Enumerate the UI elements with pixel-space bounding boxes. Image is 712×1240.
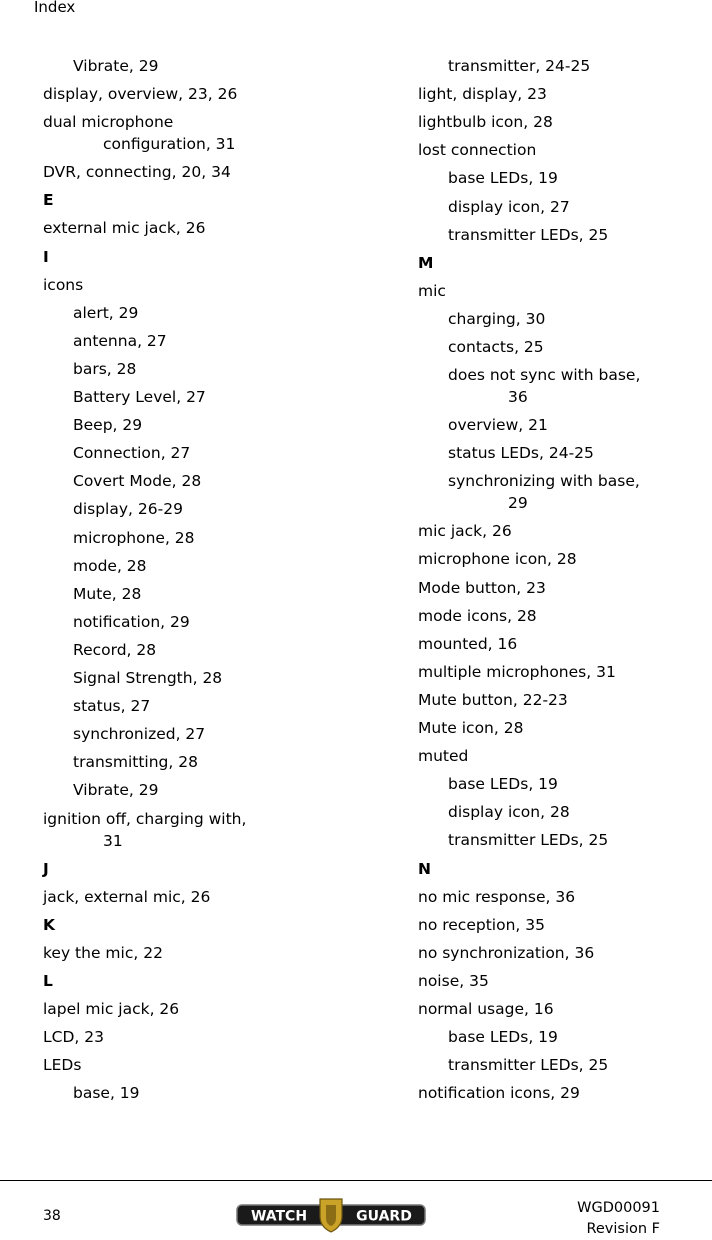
index-entry-text: key the mic, 22 bbox=[43, 943, 163, 962]
index-entry-text: DVR, connecting, 20, 34 bbox=[43, 163, 231, 182]
index-entry-text: Battery Level, 27 bbox=[73, 388, 206, 406]
index-entry bbox=[418, 717, 523, 739]
index-entry bbox=[418, 998, 554, 1020]
index-entry-text: transmitter LEDs, 25 bbox=[448, 1056, 609, 1075]
index-entry-text: status, 27 bbox=[73, 697, 151, 716]
index-entry bbox=[43, 274, 83, 296]
index-subentry bbox=[73, 527, 195, 549]
index-entry-text: transmitter LEDs, 25 bbox=[448, 225, 609, 244]
index-entry-text: synchronizing with base, bbox=[448, 472, 640, 491]
index-entry-text: status LEDs, 24-25 bbox=[448, 444, 594, 463]
index-entry-text: Record, 28 bbox=[73, 640, 157, 659]
index-entry-continuation: 36 bbox=[508, 388, 528, 407]
index-subentry bbox=[73, 386, 206, 408]
index-entry-text: Vibrate, 29 bbox=[73, 781, 159, 800]
index-subentry bbox=[448, 364, 640, 408]
index-entry bbox=[418, 914, 545, 936]
index-letter-heading bbox=[43, 914, 55, 936]
index-subentry bbox=[448, 1026, 558, 1048]
index-entry bbox=[418, 661, 616, 683]
page-number: 38 bbox=[43, 1208, 61, 1224]
index-subentry bbox=[73, 55, 158, 77]
index-entry-text: normal usage, 16 bbox=[418, 1000, 554, 1018]
index-entry bbox=[43, 111, 235, 155]
index-subentry bbox=[73, 442, 190, 464]
index-entry-text: Mode button, 23 bbox=[418, 578, 546, 597]
index-entry-text: base, 19 bbox=[73, 1084, 140, 1103]
index-entry-text: K bbox=[43, 915, 56, 934]
index-subentry bbox=[73, 302, 138, 324]
index-entry-text: base LEDs, 19 bbox=[448, 1028, 558, 1047]
index-subentry bbox=[73, 639, 156, 661]
index-entry-text: mode, 28 bbox=[73, 556, 147, 575]
index-entry-continuation: 29 bbox=[508, 494, 528, 513]
index-entry bbox=[43, 808, 246, 852]
index-entry-text: E bbox=[43, 191, 54, 210]
index-letter-heading bbox=[418, 858, 431, 880]
index-entry bbox=[418, 83, 547, 105]
index-entry-text: no synchronization, 36 bbox=[418, 943, 595, 962]
index-entry-text: N bbox=[418, 859, 431, 878]
index-entry-text: overview, 21 bbox=[448, 416, 548, 435]
index-entry-text: mode icons, 28 bbox=[418, 606, 537, 625]
index-entry bbox=[418, 689, 568, 711]
index-entry-text: no mic response, 36 bbox=[418, 887, 576, 906]
index-entry bbox=[43, 942, 163, 964]
index-subentry bbox=[73, 723, 205, 745]
index-entry-text: noise, 35 bbox=[418, 971, 489, 990]
index-entry-text: mic bbox=[418, 281, 446, 300]
index-entry bbox=[418, 139, 536, 161]
index-entry bbox=[43, 161, 231, 183]
index-letter-heading bbox=[418, 252, 433, 274]
index-entry-text: LCD, 23 bbox=[43, 1028, 104, 1047]
index-entry-text: synchronized, 27 bbox=[73, 725, 206, 744]
index-subentry bbox=[448, 196, 570, 218]
logo-text-watch: WATCH bbox=[250, 1208, 308, 1225]
index-entry-text: lost connection bbox=[418, 141, 537, 160]
index-subentry bbox=[73, 330, 167, 352]
index-entry-text: Signal Strength, 28 bbox=[73, 669, 223, 687]
index-entry-text: M bbox=[418, 253, 434, 272]
index-subentry bbox=[73, 611, 190, 633]
index-entry-text: I bbox=[43, 247, 49, 266]
index-entry-text: no reception, 35 bbox=[418, 915, 545, 934]
index-entry-text: display, 26-29 bbox=[73, 500, 183, 519]
index-subentry bbox=[448, 442, 594, 464]
logo-text-guard: GUARD bbox=[356, 1208, 412, 1225]
index-entry bbox=[43, 83, 237, 105]
index-entry-text: does not sync with base, bbox=[448, 366, 641, 385]
index-subentry bbox=[73, 358, 136, 380]
running-header: Index bbox=[34, 0, 76, 16]
index-letter-heading bbox=[43, 189, 54, 211]
index-entry-text: muted bbox=[418, 747, 469, 766]
index-subentry bbox=[448, 167, 558, 189]
index-entry bbox=[418, 745, 468, 767]
index-entry-text: transmitter LEDs, 25 bbox=[448, 831, 609, 850]
index-subentry bbox=[448, 336, 544, 358]
footer-rule bbox=[0, 1180, 712, 1181]
index-entry-text: jack, external mic, 26 bbox=[43, 887, 211, 906]
index-subentry bbox=[73, 555, 147, 577]
index-entry-text: Connection, 27 bbox=[73, 444, 191, 463]
index-subentry bbox=[448, 801, 570, 823]
index-entry bbox=[418, 520, 512, 542]
index-entry-text: Beep, 29 bbox=[73, 416, 143, 435]
index-entry-text: transmitting, 28 bbox=[73, 753, 198, 772]
index-entry-text: alert, 29 bbox=[73, 303, 139, 322]
index-subentry bbox=[73, 751, 198, 773]
index-entry bbox=[43, 886, 210, 908]
index-entry-text: antenna, 27 bbox=[73, 331, 167, 350]
index-entry bbox=[43, 998, 179, 1020]
index-subentry bbox=[73, 414, 142, 436]
index-entry-text: display icon, 28 bbox=[448, 803, 570, 822]
index-letter-heading bbox=[43, 246, 49, 268]
index-entry-continuation: configuration, 31 bbox=[103, 135, 236, 154]
index-subentry bbox=[448, 1054, 608, 1076]
index-subentry bbox=[448, 829, 608, 851]
index-entry bbox=[418, 1082, 580, 1104]
index-subentry bbox=[448, 414, 548, 436]
index-entry-text: display, overview, 23, 26 bbox=[43, 85, 238, 104]
index-subentry bbox=[73, 583, 141, 605]
index-subentry bbox=[73, 1082, 140, 1104]
watchguard-logo bbox=[236, 1196, 426, 1234]
index-subentry bbox=[73, 470, 201, 492]
index-entry-text: microphone icon, 28 bbox=[418, 550, 577, 569]
index-entry-text: Mute, 28 bbox=[73, 584, 142, 603]
index-letter-heading bbox=[43, 858, 49, 880]
index-subentry bbox=[448, 470, 640, 514]
index-entry-text: Mute button, 22-23 bbox=[418, 690, 568, 709]
index-entry-text: mounted, 16 bbox=[418, 634, 518, 653]
index-entry-text: light, display, 23 bbox=[418, 85, 547, 104]
index-subentry bbox=[73, 695, 150, 717]
index-entry-text: notification icons, 29 bbox=[418, 1084, 580, 1103]
index-entry-text: Mute icon, 28 bbox=[418, 719, 524, 737]
index-entry bbox=[418, 111, 553, 133]
index-subentry bbox=[73, 779, 158, 801]
document-id: WGD00091 bbox=[577, 1200, 660, 1216]
index-entry-text: dual microphone bbox=[43, 113, 174, 132]
index-entry-text: external mic jack, 26 bbox=[43, 219, 206, 238]
index-entry bbox=[43, 217, 205, 239]
index-entry bbox=[418, 280, 446, 302]
index-entry bbox=[418, 886, 575, 908]
index-entry bbox=[418, 577, 546, 599]
document-revision: Revision F bbox=[586, 1221, 660, 1237]
index-subentry bbox=[448, 55, 590, 77]
index-entry-text: L bbox=[43, 971, 53, 990]
index-entry-text: contacts, 25 bbox=[448, 338, 544, 356]
index-entry bbox=[418, 970, 489, 992]
index-entry-text: Vibrate, 29 bbox=[73, 57, 159, 75]
index-entry-text: J bbox=[43, 859, 49, 878]
index-entry bbox=[43, 1026, 104, 1048]
index-entry-text: lightbulb icon, 28 bbox=[418, 113, 553, 132]
index-entry-text: transmitter, 24-25 bbox=[448, 57, 591, 75]
index-entry-text: charging, 30 bbox=[448, 309, 546, 328]
index-entry bbox=[418, 605, 537, 627]
index-subentry bbox=[448, 773, 558, 795]
index-entry-text: microphone, 28 bbox=[73, 528, 195, 547]
index-entry-text: ignition off, charging with, bbox=[43, 809, 247, 828]
index-entry-continuation: 31 bbox=[103, 831, 123, 850]
index-entry bbox=[418, 633, 517, 655]
index-entry-text: icons bbox=[43, 275, 84, 294]
index-subentry bbox=[73, 667, 222, 689]
index-entry-text: bars, 28 bbox=[73, 359, 137, 378]
index-entry bbox=[418, 942, 594, 964]
index-entry bbox=[43, 1054, 81, 1076]
index-entry-text: base LEDs, 19 bbox=[448, 169, 558, 188]
index-entry bbox=[418, 548, 577, 570]
index-entry-text: base LEDs, 19 bbox=[448, 775, 558, 794]
index-entry-text: LEDs bbox=[43, 1056, 82, 1075]
index-entry-text: multiple microphones, 31 bbox=[418, 662, 616, 681]
index-letter-heading bbox=[43, 970, 53, 992]
index-entry-text: mic jack, 26 bbox=[418, 522, 512, 541]
index-subentry bbox=[448, 308, 545, 330]
index-subentry bbox=[448, 224, 608, 246]
document-info bbox=[577, 1198, 660, 1240]
index-entry-text: notification, 29 bbox=[73, 612, 190, 631]
index-entry-text: display icon, 27 bbox=[448, 197, 570, 216]
index-entry-text: Covert Mode, 28 bbox=[73, 472, 202, 491]
index-entry-text: lapel mic jack, 26 bbox=[43, 1000, 180, 1018]
index-subentry bbox=[73, 498, 183, 520]
